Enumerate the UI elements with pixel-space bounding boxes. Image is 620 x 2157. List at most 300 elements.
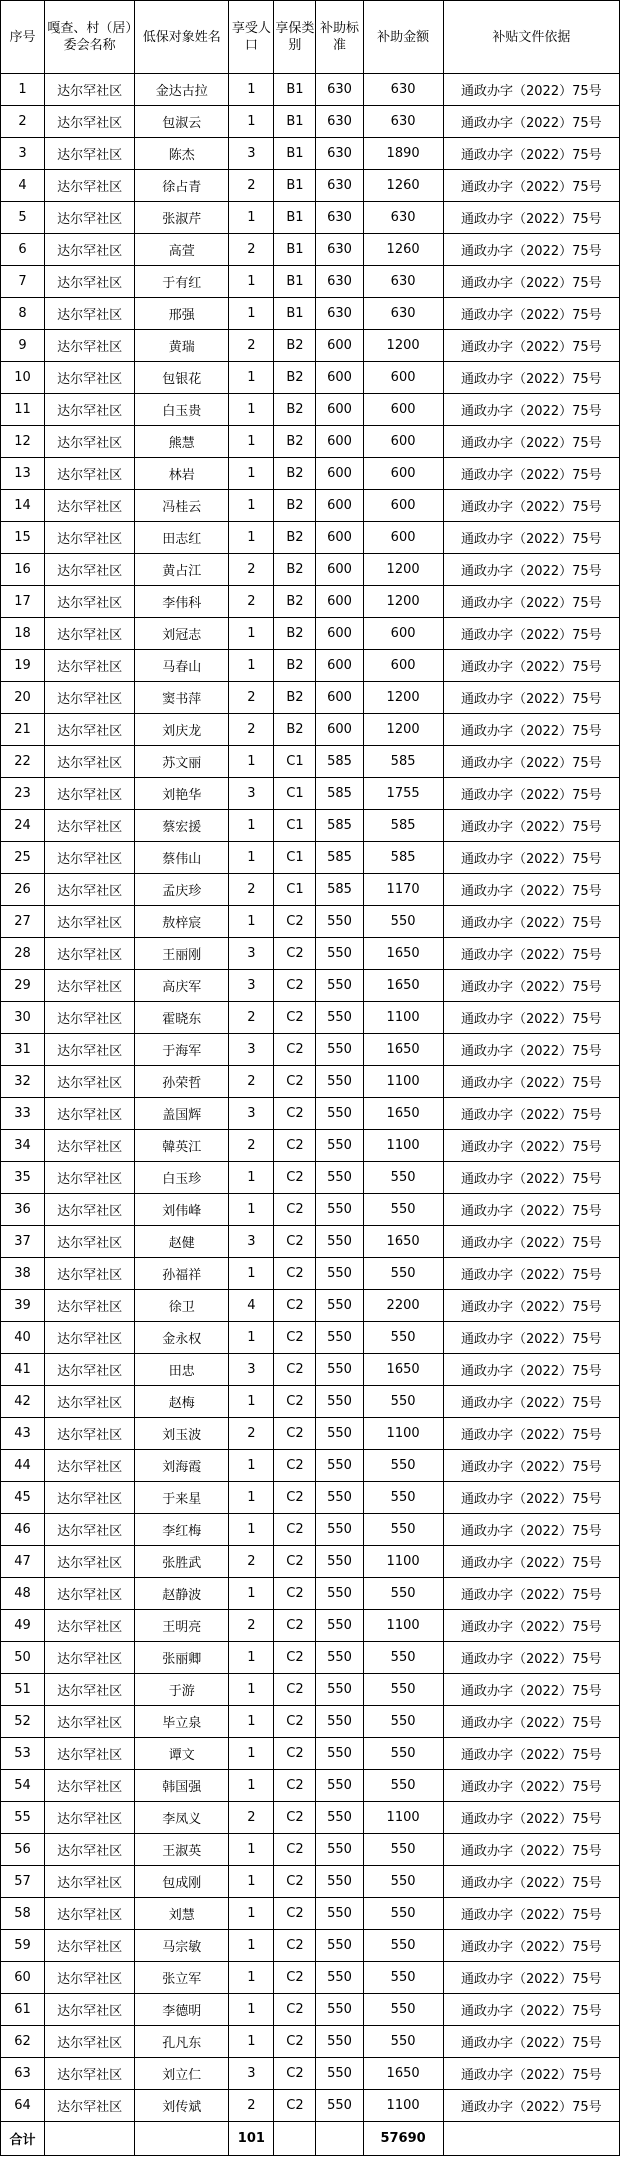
cell-seq: 26 [1, 874, 45, 906]
cell-name: 王淑英 [135, 1834, 229, 1866]
cell-town: 达尔罕社区 [45, 138, 135, 170]
cell-doc: 通政办字（2022）75号 [443, 1930, 619, 1962]
cell-town: 达尔罕社区 [45, 1226, 135, 1258]
cell-name: 马宗敏 [135, 1930, 229, 1962]
cell-town: 达尔罕社区 [45, 1130, 135, 1162]
cell-std: 630 [316, 234, 363, 266]
cell-num: 2 [229, 1546, 274, 1578]
cell-type: B2 [274, 650, 316, 682]
cell-type: C2 [274, 1994, 316, 2026]
cell-name: 白玉珍 [135, 1162, 229, 1194]
cell-std: 600 [316, 426, 363, 458]
cell-type: B2 [274, 522, 316, 554]
cell-seq: 33 [1, 1098, 45, 1130]
cell-seq: 32 [1, 1066, 45, 1098]
cell-std: 630 [316, 106, 363, 138]
cell-type: C2 [274, 2058, 316, 2090]
cell-seq: 50 [1, 1642, 45, 1674]
cell-seq: 4 [1, 170, 45, 202]
cell-doc: 通政办字（2022）75号 [443, 1130, 619, 1162]
cell-std: 630 [316, 138, 363, 170]
cell-std: 550 [316, 1194, 363, 1226]
table-row [1, 874, 620, 906]
cell-name: 赵静波 [135, 1578, 229, 1610]
cell-num: 1 [229, 906, 274, 938]
cell-name: 刘艳华 [135, 778, 229, 810]
cell-std: 550 [316, 1258, 363, 1290]
cell-type: B2 [274, 682, 316, 714]
cell-seq: 20 [1, 682, 45, 714]
cell-doc: 通政办字（2022）75号 [443, 1706, 619, 1738]
cell-num: 1 [229, 1962, 274, 1994]
cell-type: B2 [274, 490, 316, 522]
table-row [1, 298, 620, 330]
cell-std: 630 [316, 74, 363, 106]
cell-amt: 600 [363, 618, 443, 650]
table-row [1, 170, 620, 202]
cell-name: 张立军 [135, 1962, 229, 1994]
cell-type: C2 [274, 1514, 316, 1546]
cell-town: 达尔罕社区 [45, 554, 135, 586]
cell-seq: 7 [1, 266, 45, 298]
cell-doc: 通政办字（2022）75号 [443, 746, 619, 778]
table-row [1, 490, 620, 522]
cell-town: 达尔罕社区 [45, 458, 135, 490]
cell-num: 2 [229, 1802, 274, 1834]
cell-seq: 16 [1, 554, 45, 586]
cell-seq: 42 [1, 1386, 45, 1418]
cell-amt: 550 [363, 1482, 443, 1514]
table-row [1, 1066, 620, 1098]
table-row [1, 1258, 620, 1290]
cell-name: 刘慧 [135, 1898, 229, 1930]
cell-town: 达尔罕社区 [45, 1098, 135, 1130]
cell-seq: 5 [1, 202, 45, 234]
cell-std: 550 [316, 1002, 363, 1034]
cell-name: 于海军 [135, 1034, 229, 1066]
cell-doc: 通政办字（2022）75号 [443, 1802, 619, 1834]
cell-doc: 通政办字（2022）75号 [443, 1674, 619, 1706]
cell-num: 1 [229, 202, 274, 234]
cell-seq: 53 [1, 1738, 45, 1770]
cell-seq: 45 [1, 1482, 45, 1514]
cell-doc: 通政办字（2022）75号 [443, 490, 619, 522]
cell-name: 李红梅 [135, 1514, 229, 1546]
cell-doc: 通政办字（2022）75号 [443, 170, 619, 202]
cell-std: 550 [316, 1418, 363, 1450]
cell-type: B2 [274, 586, 316, 618]
cell-town: 达尔罕社区 [45, 618, 135, 650]
cell-town: 达尔罕社区 [45, 714, 135, 746]
cell-doc: 通政办字（2022）75号 [443, 1098, 619, 1130]
cell-seq: 57 [1, 1866, 45, 1898]
cell-amt: 550 [363, 1322, 443, 1354]
table-row [1, 970, 620, 1002]
cell-seq: 23 [1, 778, 45, 810]
table-row [1, 74, 620, 106]
cell-amt: 1260 [363, 170, 443, 202]
cell-town: 达尔罕社区 [45, 1386, 135, 1418]
cell-seq: 48 [1, 1578, 45, 1610]
cell-doc: 通政办字（2022）75号 [443, 1002, 619, 1034]
cell-num: 1 [229, 1770, 274, 1802]
cell-name: 白玉贵 [135, 394, 229, 426]
cell-std: 600 [316, 618, 363, 650]
table-row [1, 1290, 620, 1322]
cell-type: B1 [274, 266, 316, 298]
cell-type: C2 [274, 2026, 316, 2058]
cell-amt: 550 [363, 1578, 443, 1610]
cell-type: B2 [274, 618, 316, 650]
table-row [1, 522, 620, 554]
cell-name: 张丽卿 [135, 1642, 229, 1674]
cell-num: 3 [229, 1354, 274, 1386]
cell-town: 达尔罕社区 [45, 1834, 135, 1866]
cell-doc: 通政办字（2022）75号 [443, 650, 619, 682]
cell-std: 550 [316, 1642, 363, 1674]
cell-name: 林岩 [135, 458, 229, 490]
cell-doc: 通政办字（2022）75号 [443, 874, 619, 906]
cell-name: 谭文 [135, 1738, 229, 1770]
cell-type: B1 [274, 74, 316, 106]
cell-amt: 1100 [363, 1130, 443, 1162]
cell-type: C2 [274, 1226, 316, 1258]
cell-seq: 25 [1, 842, 45, 874]
cell-std: 585 [316, 778, 363, 810]
header-name: 低保对象姓名 [135, 1, 229, 74]
cell-num: 2 [229, 1610, 274, 1642]
cell-name: 孔凡东 [135, 2026, 229, 2058]
cell-amt: 1100 [363, 1546, 443, 1578]
cell-amt: 550 [363, 1770, 443, 1802]
cell-type: C2 [274, 1322, 316, 1354]
cell-std: 550 [316, 1290, 363, 1322]
cell-town: 达尔罕社区 [45, 298, 135, 330]
cell-type: C2 [274, 1066, 316, 1098]
cell-type: B2 [274, 362, 316, 394]
cell-std: 550 [316, 1322, 363, 1354]
cell-std: 550 [316, 938, 363, 970]
cell-type: C2 [274, 938, 316, 970]
cell-type: C2 [274, 906, 316, 938]
table-row [1, 1706, 620, 1738]
cell-name: 李德明 [135, 1994, 229, 2026]
cell-town: 达尔罕社区 [45, 1450, 135, 1482]
cell-num: 3 [229, 1098, 274, 1130]
cell-num: 2 [229, 2090, 274, 2122]
cell-type: C2 [274, 1258, 316, 1290]
cell-type: C1 [274, 810, 316, 842]
cell-amt: 585 [363, 810, 443, 842]
cell-doc: 通政办字（2022）75号 [443, 1866, 619, 1898]
header-row [1, 1, 620, 74]
cell-doc: 通政办字（2022）75号 [443, 1450, 619, 1482]
cell-town: 达尔罕社区 [45, 938, 135, 970]
cell-seq: 12 [1, 426, 45, 458]
table-row [1, 1194, 620, 1226]
cell-doc: 通政办字（2022）75号 [443, 2090, 619, 2122]
cell-doc: 通政办字（2022）75号 [443, 554, 619, 586]
header-num: 享受人口 [229, 1, 274, 74]
cell-doc: 通政办字（2022）75号 [443, 234, 619, 266]
cell-num: 1 [229, 1450, 274, 1482]
cell-num: 1 [229, 1514, 274, 1546]
cell-num: 1 [229, 1674, 274, 1706]
cell-town: 达尔罕社区 [45, 202, 135, 234]
table-row [1, 1610, 620, 1642]
cell-type: B1 [274, 106, 316, 138]
table-row [1, 1226, 620, 1258]
cell-town: 达尔罕社区 [45, 170, 135, 202]
cell-seq: 35 [1, 1162, 45, 1194]
total-empty [45, 2122, 135, 2156]
cell-doc: 通政办字（2022）75号 [443, 1514, 619, 1546]
table-row [1, 362, 620, 394]
cell-amt: 1650 [363, 1098, 443, 1130]
cell-type: B2 [274, 426, 316, 458]
cell-std: 600 [316, 650, 363, 682]
cell-num: 1 [229, 1162, 274, 1194]
cell-num: 3 [229, 1034, 274, 1066]
cell-doc: 通政办字（2022）75号 [443, 362, 619, 394]
cell-doc: 通政办字（2022）75号 [443, 682, 619, 714]
cell-amt: 600 [363, 458, 443, 490]
cell-amt: 600 [363, 362, 443, 394]
cell-name: 包成刚 [135, 1866, 229, 1898]
cell-name: 刘立仁 [135, 2058, 229, 2090]
cell-num: 1 [229, 1994, 274, 2026]
cell-type: C2 [274, 1930, 316, 1962]
cell-amt: 1200 [363, 330, 443, 362]
table-row [1, 106, 620, 138]
cell-num: 2 [229, 170, 274, 202]
cell-std: 550 [316, 1994, 363, 2026]
cell-std: 600 [316, 586, 363, 618]
cell-std: 550 [316, 1834, 363, 1866]
cell-doc: 通政办字（2022）75号 [443, 1386, 619, 1418]
cell-amt: 630 [363, 106, 443, 138]
cell-name: 张胜武 [135, 1546, 229, 1578]
cell-num: 1 [229, 1738, 274, 1770]
cell-amt: 2200 [363, 1290, 443, 1322]
cell-doc: 通政办字（2022）75号 [443, 1770, 619, 1802]
cell-amt: 1100 [363, 1066, 443, 1098]
cell-type: C2 [274, 2090, 316, 2122]
cell-doc: 通政办字（2022）75号 [443, 2058, 619, 2090]
table-row [1, 1386, 620, 1418]
cell-amt: 550 [363, 1258, 443, 1290]
cell-type: B1 [274, 170, 316, 202]
cell-amt: 550 [363, 906, 443, 938]
cell-doc: 通政办字（2022）75号 [443, 1418, 619, 1450]
cell-town: 达尔罕社区 [45, 842, 135, 874]
cell-std: 600 [316, 490, 363, 522]
cell-type: C1 [274, 874, 316, 906]
cell-doc: 通政办字（2022）75号 [443, 1578, 619, 1610]
cell-type: B2 [274, 714, 316, 746]
cell-type: C2 [274, 1834, 316, 1866]
cell-std: 630 [316, 170, 363, 202]
cell-num: 1 [229, 618, 274, 650]
cell-town: 达尔罕社区 [45, 2058, 135, 2090]
cell-amt: 550 [363, 1930, 443, 1962]
cell-doc: 通政办字（2022）75号 [443, 1738, 619, 1770]
cell-name: 于游 [135, 1674, 229, 1706]
table-row [1, 938, 620, 970]
table-row [1, 1738, 620, 1770]
cell-name: 王丽刚 [135, 938, 229, 970]
cell-doc: 通政办字（2022）75号 [443, 426, 619, 458]
cell-doc: 通政办字（2022）75号 [443, 266, 619, 298]
cell-std: 550 [316, 1706, 363, 1738]
cell-amt: 1650 [363, 2058, 443, 2090]
cell-town: 达尔罕社区 [45, 1514, 135, 1546]
table-row [1, 266, 620, 298]
table-row [1, 1098, 620, 1130]
cell-type: C1 [274, 842, 316, 874]
cell-name: 刘海霞 [135, 1450, 229, 1482]
cell-seq: 8 [1, 298, 45, 330]
cell-std: 550 [316, 1130, 363, 1162]
cell-seq: 40 [1, 1322, 45, 1354]
cell-num: 1 [229, 1706, 274, 1738]
cell-amt: 1650 [363, 938, 443, 970]
table-row [1, 1930, 620, 1962]
cell-amt: 1890 [363, 138, 443, 170]
table-row [1, 1994, 620, 2026]
cell-amt: 1170 [363, 874, 443, 906]
cell-seq: 15 [1, 522, 45, 554]
cell-num: 2 [229, 1002, 274, 1034]
cell-amt: 550 [363, 1994, 443, 2026]
cell-doc: 通政办字（2022）75号 [443, 330, 619, 362]
cell-num: 1 [229, 842, 274, 874]
cell-town: 达尔罕社区 [45, 1962, 135, 1994]
cell-num: 1 [229, 1898, 274, 1930]
cell-type: C2 [274, 1098, 316, 1130]
cell-town: 达尔罕社区 [45, 394, 135, 426]
cell-amt: 1200 [363, 586, 443, 618]
cell-type: C2 [274, 1898, 316, 1930]
cell-amt: 550 [363, 1962, 443, 1994]
table-row [1, 746, 620, 778]
cell-town: 达尔罕社区 [45, 1322, 135, 1354]
cell-type: C2 [274, 1482, 316, 1514]
cell-doc: 通政办字（2022）75号 [443, 1610, 619, 1642]
cell-town: 达尔罕社区 [45, 2090, 135, 2122]
cell-doc: 通政办字（2022）75号 [443, 714, 619, 746]
cell-seq: 30 [1, 1002, 45, 1034]
cell-amt: 630 [363, 298, 443, 330]
cell-seq: 3 [1, 138, 45, 170]
cell-town: 达尔罕社区 [45, 1706, 135, 1738]
cell-num: 3 [229, 778, 274, 810]
table-row [1, 1130, 620, 1162]
cell-doc: 通政办字（2022）75号 [443, 394, 619, 426]
cell-amt: 1650 [363, 1354, 443, 1386]
table-row [1, 586, 620, 618]
header-doc: 补贴文件依据 [443, 1, 619, 74]
cell-std: 585 [316, 810, 363, 842]
cell-doc: 通政办字（2022）75号 [443, 906, 619, 938]
table-row [1, 394, 620, 426]
table-row [1, 714, 620, 746]
cell-num: 1 [229, 1930, 274, 1962]
cell-type: C2 [274, 1194, 316, 1226]
cell-amt: 550 [363, 1386, 443, 1418]
cell-town: 达尔罕社区 [45, 1002, 135, 1034]
table-row [1, 2090, 620, 2122]
cell-num: 1 [229, 1578, 274, 1610]
table-row [1, 330, 620, 362]
cell-amt: 550 [363, 1866, 443, 1898]
cell-name: 于有红 [135, 266, 229, 298]
cell-std: 550 [316, 1482, 363, 1514]
cell-seq: 18 [1, 618, 45, 650]
cell-num: 1 [229, 458, 274, 490]
table-row [1, 1962, 620, 1994]
cell-type: C2 [274, 970, 316, 1002]
total-row [1, 2122, 620, 2156]
cell-seq: 28 [1, 938, 45, 970]
cell-name: 孙福祥 [135, 1258, 229, 1290]
cell-num: 1 [229, 298, 274, 330]
cell-amt: 550 [363, 1898, 443, 1930]
cell-doc: 通政办字（2022）75号 [443, 1962, 619, 1994]
cell-std: 550 [316, 1354, 363, 1386]
cell-type: B2 [274, 330, 316, 362]
cell-num: 4 [229, 1290, 274, 1322]
cell-amt: 1260 [363, 234, 443, 266]
cell-num: 2 [229, 682, 274, 714]
cell-seq: 19 [1, 650, 45, 682]
table-body [1, 74, 620, 2122]
cell-name: 盖国辉 [135, 1098, 229, 1130]
cell-seq: 9 [1, 330, 45, 362]
cell-std: 550 [316, 1162, 363, 1194]
cell-num: 1 [229, 810, 274, 842]
cell-name: 刘伟峰 [135, 1194, 229, 1226]
cell-std: 550 [316, 1066, 363, 1098]
cell-doc: 通政办字（2022）75号 [443, 298, 619, 330]
cell-town: 达尔罕社区 [45, 1866, 135, 1898]
cell-seq: 62 [1, 2026, 45, 2058]
cell-std: 585 [316, 746, 363, 778]
cell-seq: 29 [1, 970, 45, 1002]
cell-doc: 通政办字（2022）75号 [443, 1162, 619, 1194]
cell-name: 蔡伟山 [135, 842, 229, 874]
total-empty [316, 2122, 363, 2156]
cell-num: 1 [229, 426, 274, 458]
cell-name: 苏文丽 [135, 746, 229, 778]
cell-town: 达尔罕社区 [45, 1194, 135, 1226]
cell-std: 550 [316, 2090, 363, 2122]
cell-town: 达尔罕社区 [45, 778, 135, 810]
cell-town: 达尔罕社区 [45, 1994, 135, 2026]
cell-name: 蔡宏援 [135, 810, 229, 842]
cell-name: 赵梅 [135, 1386, 229, 1418]
cell-type: C2 [274, 1002, 316, 1034]
cell-name: 孙荣哲 [135, 1066, 229, 1098]
table-row [1, 1450, 620, 1482]
cell-doc: 通政办字（2022）75号 [443, 1994, 619, 2026]
cell-doc: 通政办字（2022）75号 [443, 938, 619, 970]
table-row [1, 1034, 620, 1066]
table-row [1, 1866, 620, 1898]
cell-name: 田忠 [135, 1354, 229, 1386]
cell-name: 于来星 [135, 1482, 229, 1514]
cell-seq: 1 [1, 74, 45, 106]
